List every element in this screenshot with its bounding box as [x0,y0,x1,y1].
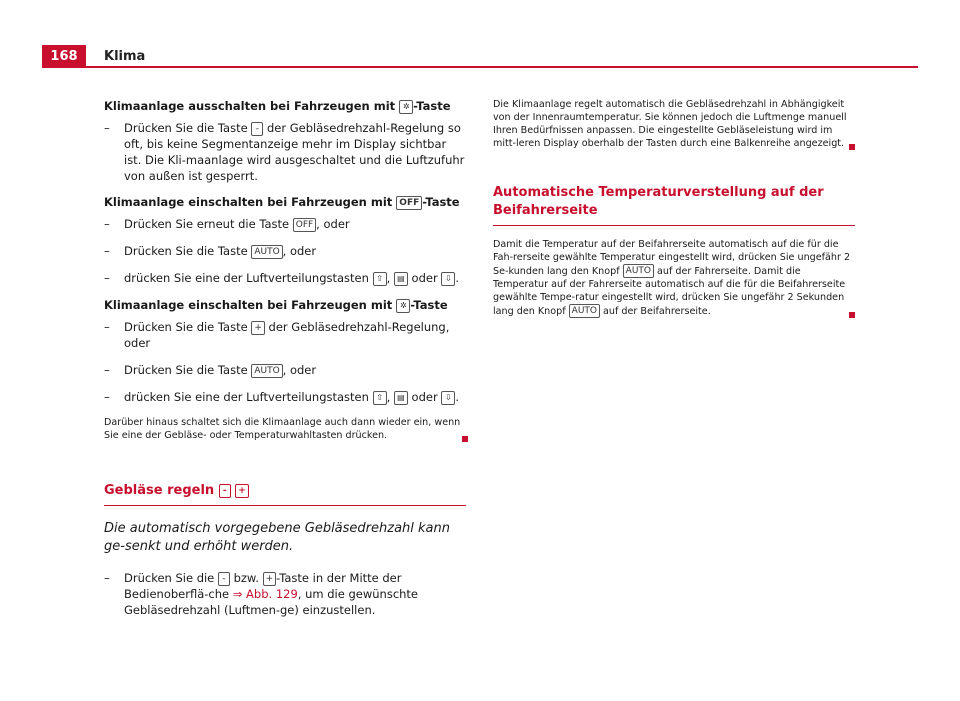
key-auto: AUTO [251,245,282,259]
air-up-icon: ⇧ [373,391,387,405]
list-item: – drücken Sie eine der Luftverteilungstasten ⇧ , ▤ oder ⇩ . [104,390,459,404]
list-item: – Drücken Sie die Taste - der Gebläsedrehzahl-Regelung so oft, bis keine Segmentanzeige mehr im Display sichtbar ist. Die Kli-maanlage wird ausgeschaltet und die Luftzufuhr von außen ist gesperrt. [104,121,465,183]
key-off: OFF [396,196,422,210]
subheading-ac-on-fan: Klimaanlage einschalten bei Fahrzeugen mit ✲ -Taste [104,298,448,312]
windscreen-icon: ▤ [394,391,408,405]
page-number: 168 [42,45,86,67]
key-auto: AUTO [623,264,654,278]
list-item: – Drücken Sie erneut die Taste OFF , oder [104,217,350,231]
air-down-icon: ⇩ [441,272,455,286]
list-item: – Drücken Sie die Taste AUTO , oder [104,244,317,258]
subheading-ac-on-off: Klimaanlage einschalten bei Fahrzeugen mit OFF -Taste [104,195,460,209]
key-minus: - [219,484,231,498]
list-item: – drücken Sie eine der Luftverteilungstasten ⇧ , ▤ oder ⇩ . [104,271,459,285]
windscreen-icon: ▤ [394,272,408,286]
section-ac-on-off-key [104,194,466,286]
subheading-ac-off: Klimaanlage ausschalten bei Fahrzeugen mit ✲ -Taste [104,99,451,113]
right-column [493,98,855,318]
key-off: OFF [293,218,316,232]
header-divider [42,66,918,68]
fan-icon: ✲ [399,100,413,114]
section-end-marker [849,312,855,318]
paragraph-fan-auto: Die Klimaanlage regelt automatisch die Gebläsedrehzahl in Abhängigkeit von der Innenraumtemperatur. Sie können jedoch die Luftmenge manuell Ihren Bedürfnissen anpassen. Die eingestellte Gebläseleistung wird im mitt-leren Display oberhalb der Tasten durch eine Balkenreihe angezeigt. [493,99,847,149]
section-ac-off [104,98,466,184]
list-item: – Drücken Sie die - bzw. + -Taste in der Mitte der Bedienoberflä-che ⇒ Abb. 129, um die gewünschte Gebläsedrehzahl (Luftmen-ge) einzustellen. [104,571,419,617]
section-end-marker [849,144,855,150]
paragraph-passenger-temp: Damit die Temperatur auf der Beifahrerseite automatisch auf die für die Fah-rerseite gewählte Temperatur eingestellt wird, drücken Sie ungefähr 2 Se-kunden lang den Knopf AUTO auf der Fahrerseite. Damit die Temperatur auf der Fahrerseite automatisch auf die für die Beifahrerseite gewählte Tempe-ratur eingestellt wird, drücken Sie ungefähr 2 Sekunden lang den Knopf AUTO auf der Beifahrerseite. [493,239,851,317]
key-auto: AUTO [251,364,282,378]
key-plus: + [263,572,277,586]
fan-icon: ✲ [396,299,410,313]
list-item: – Drücken Sie die Taste AUTO , oder [104,363,317,377]
section-heading-passenger-temp: Automatische Temperaturverstellung auf der Beifahrerseite [493,184,855,226]
air-up-icon: ⇧ [373,272,387,286]
left-column [104,98,466,628]
section-ac-on-fan-key [104,297,466,405]
key-plus: + [235,484,249,498]
key-minus: - [218,572,230,586]
air-down-icon: ⇩ [441,391,455,405]
key-minus: - [251,122,263,136]
section-end-marker [462,436,468,442]
lead-text: Die automatisch vorgegebene Gebläsedrehzahl kann ge-senkt und erhöht werden. [104,521,451,554]
key-plus: + [251,321,265,335]
section-heading-fan: Gebläse regeln - + [104,482,466,506]
chapter-title: Klima [104,49,146,64]
note-text: Darüber hinaus schaltet sich die Klimaanlage auch dann wieder ein, wenn Sie eine der Gebläse- oder Temperaturwahltasten drücken. [104,417,461,441]
figure-reference-link[interactable]: ⇒ Abb. 129 [232,587,298,601]
list-item: – Drücken Sie die Taste + der Gebläsedrehzahl-Regelung, oder [104,320,450,350]
key-auto: AUTO [569,304,600,318]
